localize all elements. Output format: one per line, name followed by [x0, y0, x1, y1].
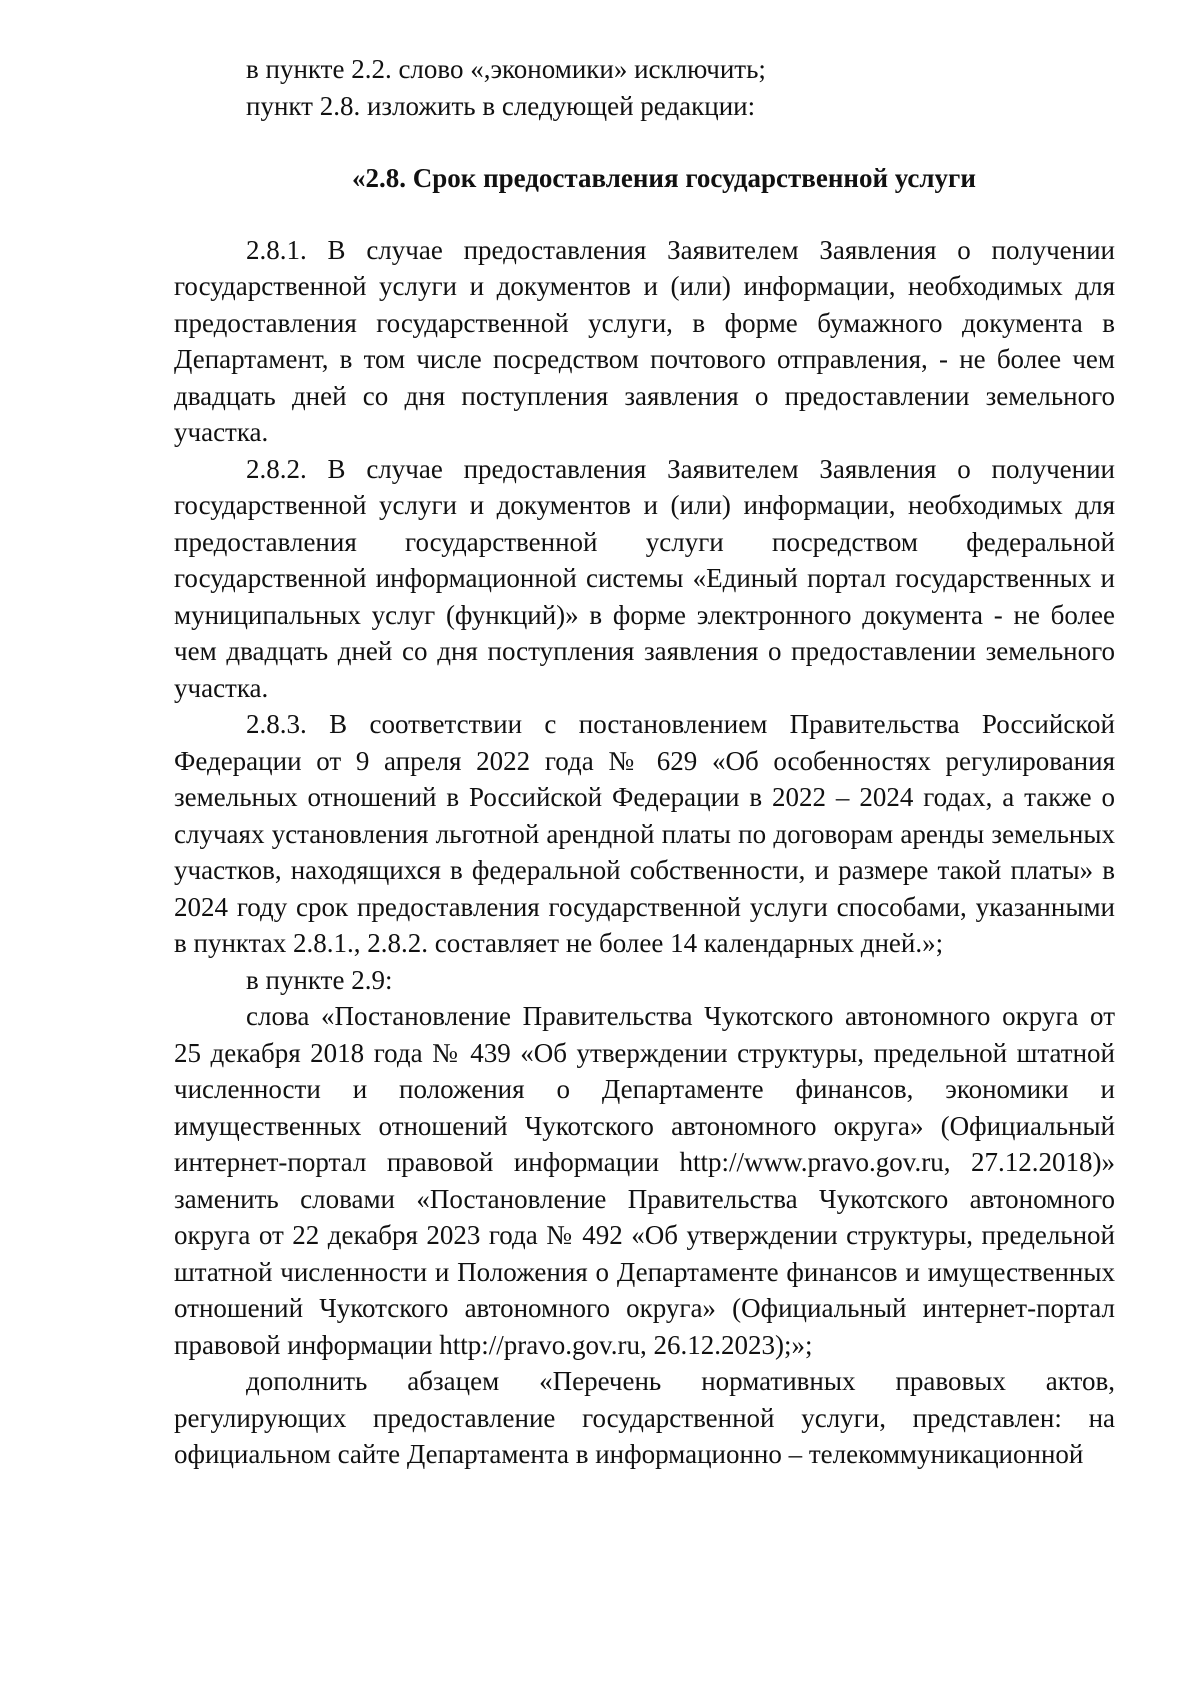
spacer [174, 124, 1115, 160]
paragraph-2-8-3: 2.8.3. В соответствии с постановлением Правительства Российской Федерации от 9 апреля 2022 года № 629 «Об особенностях регулирования земельных отношений в Российской Федерации в 2022 – 2024 годах, а также о случаях установления льготной арендной платы по договорам аренды земельных участков, находящихся в федеральной собственности, и размере такой платы» в 2024 году срок предоставления государственной услуги способами, указанными в пунктах 2.8.1., 2.8.2. составляет не более 14 календарных дней.»; [174, 709, 1115, 958]
paragraph-2-8-2: 2.8.2. В случае предоставления Заявителем Заявления о получении государственной услуги и документов и (или) информации, необходимых для предоставления государственной услуги посредством федеральной государственной информационной системы «Единый портал государственных и муниципальных услуг (функций)» в форме электронного документа - не более чем двадцать дней со дня поступления заявления о предоставлении земельного участка. [174, 453, 1115, 703]
section-heading: «2.8. Срок предоставления государственной услуги [352, 163, 976, 193]
paragraph-2-8-1: 2.8.1. В случае предоставления Заявителем Заявления о получении государственной услуги и документов и (или) информации, необходимых для предоставления государственной услуги, в форме бумажного документа в Департамент, в том числе посредством почтового отправления, - не более чем двадцать дней со дня поступления заявления о предоставлении земельного участка. [174, 234, 1115, 447]
intro-line-1: в пункте 2.2. слово «,экономики» исключить; [246, 54, 766, 84]
intro-line-2: пункт 2.8. изложить в следующей редакции: [246, 90, 756, 121]
spacer [174, 197, 1115, 232]
paragraph-add-abzats: дополнить абзацем «Перечень нормативных правовых актов, регулирующих предоставление государственной услуги, представлен: на официальном сайте Департамента в информационно – телекоммуникационной [174, 1366, 1115, 1469]
paragraph-2-9-words: слова «Постановление Правительства Чукотского автономного округа от 25 декабря 2018 года № 439 «Об утверждении структуры, предельной штатной численности и положения о Департаменте финансов, экономики и имущественных отношений Чукотского автономного округа» (Официальный интернет-портал правовой информации http://www.pravo.gov.ru, 27.12.2018)» заменить словами «Постановление Правительства Чукотского автономного округа от 22 декабря 2023 года № 492 «Об утверждении структуры, предельной штатной численности и Положения о Департаменте финансов и имущественных отношений Чукотского автономного округа» (Официальный интернет-портал правовой информации http://pravo.gov.ru, 26.12.2023);»; [174, 1001, 1115, 1360]
paragraph-2-9-label: в пункте 2.9: [246, 964, 393, 995]
document-page [174, 51, 1115, 1473]
